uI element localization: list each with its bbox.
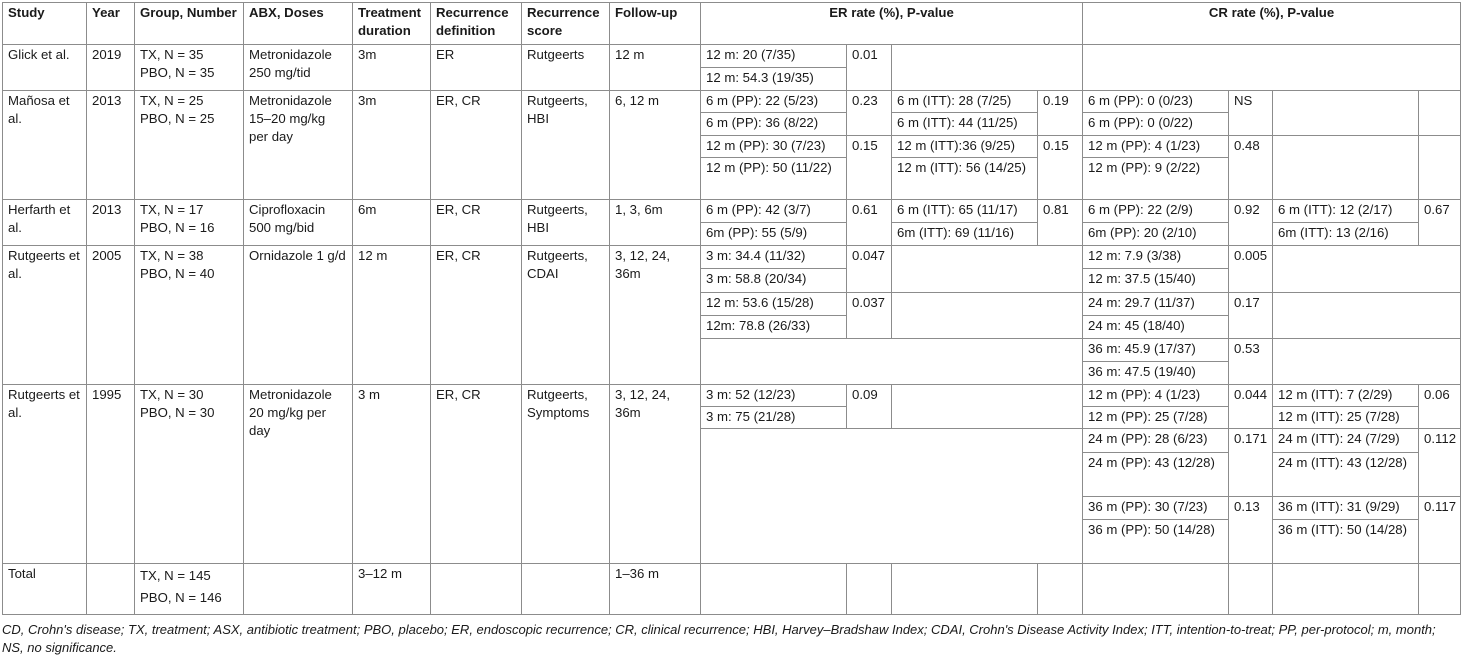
group-tx: TX, N = 35: [140, 47, 204, 62]
cell-followup: 12 m: [610, 45, 701, 91]
cell-definition: ER: [431, 45, 522, 91]
group-pbo: PBO, N = 25: [140, 111, 215, 127]
cell-p-value: 0.61: [847, 199, 892, 245]
cell-value: 3 m: 75 (21/28): [701, 407, 847, 429]
cell-value: 6m (ITT): 69 (11/16): [892, 223, 1038, 246]
header-followup: Follow-up: [610, 3, 701, 45]
cell-empty: [847, 564, 892, 615]
cell-value: 24 m: 45 (18/40): [1083, 315, 1229, 338]
cell-group: [135, 246, 244, 385]
cell-p-value: 0.15: [847, 135, 892, 199]
header-definition: Recurrence definition: [431, 3, 522, 45]
cell-p-value: 0.15: [1038, 135, 1083, 199]
cell-year: 2019: [87, 45, 135, 91]
header-year: Year: [87, 3, 135, 45]
group-tx: TX, N = 30: [140, 387, 204, 403]
cell-value: 36 m (PP): 30 (7/23): [1083, 496, 1229, 519]
group-tx: TX, N = 145: [140, 568, 211, 584]
cell-empty: [1083, 564, 1229, 615]
cell-p-value: 0.044: [1229, 385, 1273, 429]
group-pbo: PBO, N = 35: [140, 65, 215, 80]
cell-p-value: 0.06: [1419, 385, 1461, 429]
cell-empty: [1273, 564, 1419, 615]
cell-empty: [1038, 564, 1083, 615]
cell-p-value: 0.17: [1229, 292, 1273, 338]
cell-value: 6 m (PP): 42 (3/7): [701, 199, 847, 222]
cell-p-value: 0.117: [1419, 496, 1461, 563]
cell-p-value: 0.13: [1229, 496, 1273, 563]
cell-value: 36 m (PP): 50 (14/28): [1083, 520, 1229, 564]
group-pbo: PBO, N = 146: [140, 590, 222, 606]
cell-duration: 3–12 m: [353, 564, 431, 615]
cell-score: Rutgeerts, HBI: [522, 91, 610, 200]
total-row: [3, 564, 1461, 615]
cell-empty: [1083, 45, 1461, 91]
table-row: [3, 45, 1461, 68]
cell-value: 6 m (ITT): 44 (11/25): [892, 113, 1038, 135]
cell-value: 12 m (PP): 30 (7/23): [701, 135, 847, 157]
group-pbo: PBO, N = 30: [140, 405, 215, 421]
cell-p-value: 0.171: [1229, 429, 1273, 496]
cell-value: 36 m: 47.5 (19/40): [1083, 362, 1229, 385]
cell-followup: 1, 3, 6m: [610, 199, 701, 245]
cell-score: Rutgeerts: [522, 45, 610, 91]
cell-value: 12 m: 7.9 (3/38): [1083, 246, 1229, 269]
cell-value: 12 m: 53.6 (15/28): [701, 292, 847, 315]
cell-study: Total: [3, 564, 87, 615]
cell-value: 6 m (PP): 0 (0/22): [1083, 113, 1229, 135]
cell-p-value: 0.047: [847, 246, 892, 292]
cell-followup: 1–36 m: [610, 564, 701, 615]
cell-abx: Metronidazole 20 mg/kg per day: [244, 385, 353, 564]
cell-value: 36 m: 45.9 (17/37): [1083, 338, 1229, 361]
table-row: [3, 246, 1461, 269]
cell-value: 12 m (ITT): 7 (2/29): [1273, 385, 1419, 407]
cell-value: 12 m (PP): 4 (1/23): [1083, 135, 1229, 157]
cell-p-value: 0.81: [1038, 199, 1083, 245]
group-pbo: PBO, N = 16: [140, 219, 215, 235]
cell-value: 12 m: 54.3 (19/35): [701, 68, 847, 91]
cell-p-value: 0.19: [1038, 91, 1083, 135]
header-row: [3, 3, 1461, 45]
cell-p-value: NS: [1229, 91, 1273, 135]
cell-value: 6 m (PP): 22 (5/23): [701, 91, 847, 113]
cell-value: 36 m (ITT): 31 (9/29): [1273, 496, 1419, 519]
cell-empty: [1273, 246, 1461, 292]
cell-p-value: 0.92: [1229, 199, 1273, 245]
cell-value: 12 m (PP): 50 (11/22): [701, 157, 847, 199]
cell-definition: ER, CR: [431, 385, 522, 564]
cell-duration: 3m: [353, 45, 431, 91]
cell-p-value: 0.037: [847, 292, 892, 338]
cell-definition: ER, CR: [431, 199, 522, 245]
cell-study: Rutgeerts et al.: [3, 385, 87, 564]
cell-p-value: 0.005: [1229, 246, 1273, 292]
cell-value: 6 m (ITT): 65 (11/17): [892, 199, 1038, 222]
cell-abx: Metronidazole 250 mg/tid: [244, 45, 353, 91]
cell-value: 24 m (ITT): 24 (7/29): [1273, 429, 1419, 452]
header-cr-rate: CR rate (%), P-value: [1083, 3, 1461, 45]
cell-duration: 6m: [353, 199, 431, 245]
cell-value: 24 m: 29.7 (11/37): [1083, 292, 1229, 315]
cell-year: 2013: [87, 199, 135, 245]
header-abx: ABX, Doses: [244, 3, 353, 45]
cell-value: 6m (ITT): 13 (2/16): [1273, 223, 1419, 246]
cell-empty: [701, 564, 847, 615]
cell-group: [135, 45, 244, 91]
table-row: [3, 385, 1461, 407]
cell-value: 36 m (ITT): 50 (14/28): [1273, 520, 1419, 564]
antibiotic-trials-table: [2, 2, 1461, 615]
cell-definition: ER, CR: [431, 246, 522, 385]
cell-p-value: 0.48: [1229, 135, 1273, 199]
cell-value: 6 m (ITT): 12 (2/17): [1273, 199, 1419, 222]
cell-duration: 3 m: [353, 385, 431, 564]
cell-abx: Metronidazole 15–20 mg/kg per day: [244, 91, 353, 200]
header-duration: Treatment duration: [353, 3, 431, 45]
cell-followup: 6, 12 m: [610, 91, 701, 200]
cell-value: 6 m (PP): 0 (0/23): [1083, 91, 1229, 113]
cell-empty: [87, 564, 135, 615]
header-score: Recurrence score: [522, 3, 610, 45]
cell-definition: ER, CR: [431, 91, 522, 200]
table-row: [3, 199, 1461, 222]
cell-score: Rutgeerts, Symptoms: [522, 385, 610, 564]
header-study: Study: [3, 3, 87, 45]
cell-group: [135, 199, 244, 245]
cell-empty: [1419, 564, 1461, 615]
cell-value: 6 m (PP): 22 (2/9): [1083, 199, 1229, 222]
cell-value: 6m (PP): 20 (2/10): [1083, 223, 1229, 246]
cell-score: Rutgeerts, HBI: [522, 199, 610, 245]
cell-value: 24 m (ITT): 43 (12/28): [1273, 452, 1419, 496]
cell-value: 24 m (PP): 28 (6/23): [1083, 429, 1229, 452]
cell-abx: Ornidazole 1 g/d: [244, 246, 353, 385]
table-row: [3, 91, 1461, 113]
cell-study: Rutgeerts et al.: [3, 246, 87, 385]
cell-value: 6 m (PP): 36 (8/22): [701, 113, 847, 135]
cell-p-value: 0.01: [847, 45, 892, 91]
cell-followup: 3, 12, 24, 36m: [610, 246, 701, 385]
cell-value: 12 m: 20 (7/35): [701, 45, 847, 68]
cell-p-value: 0.112: [1419, 429, 1461, 496]
cell-abx: Ciprofloxacin 500 mg/bid: [244, 199, 353, 245]
group-pbo: PBO, N = 40: [140, 266, 215, 282]
cell-value: 3 m: 58.8 (20/34): [701, 269, 847, 292]
cell-year: 2013: [87, 91, 135, 200]
cell-value: 6 m (ITT): 28 (7/25): [892, 91, 1038, 113]
cell-empty: [892, 45, 1083, 91]
cell-empty: [522, 564, 610, 615]
cell-value: 12m: 78.8 (26/33): [701, 315, 847, 338]
cell-value: 12 m (ITT): 56 (14/25): [892, 157, 1038, 199]
cell-value: 12 m (PP): 9 (2/22): [1083, 157, 1229, 199]
cell-group: [135, 564, 244, 615]
cell-p-value: 0.67: [1419, 199, 1461, 245]
cell-value: 24 m (PP): 43 (12/28): [1083, 452, 1229, 496]
header-er-rate: ER rate (%), P-value: [701, 3, 1083, 45]
cell-value: 3 m: 34.4 (11/32): [701, 246, 847, 269]
cell-year: 2005: [87, 246, 135, 385]
cell-empty: [1273, 91, 1419, 135]
cell-p-value: 0.53: [1229, 338, 1273, 384]
cell-empty: [1419, 135, 1461, 199]
cell-empty: [244, 564, 353, 615]
group-tx: TX, N = 25: [140, 93, 204, 109]
cell-duration: 12 m: [353, 246, 431, 385]
cell-duration: 3m: [353, 91, 431, 200]
cell-empty: [892, 292, 1083, 338]
cell-value: 6m (PP): 55 (5/9): [701, 223, 847, 246]
cell-value: 12 m: 37.5 (15/40): [1083, 269, 1229, 292]
cell-empty: [1419, 91, 1461, 135]
cell-study: Mañosa et al.: [3, 91, 87, 200]
cell-year: 1995: [87, 385, 135, 564]
cell-empty: [892, 385, 1083, 429]
cell-value: 12 m (ITT):36 (9/25): [892, 135, 1038, 157]
cell-value: 3 m: 52 (12/23): [701, 385, 847, 407]
group-tx: TX, N = 38: [140, 248, 204, 264]
cell-empty: [1273, 135, 1419, 199]
cell-empty: [1229, 564, 1273, 615]
cell-empty: [701, 338, 1083, 384]
cell-empty: [892, 246, 1083, 292]
cell-study: Glick et al.: [3, 45, 87, 91]
group-tx: TX, N = 17: [140, 201, 204, 217]
cell-group: [135, 385, 244, 564]
cell-followup: 3, 12, 24, 36m: [610, 385, 701, 564]
cell-score: Rutgeerts, CDAI: [522, 246, 610, 385]
table-footnote: CD, Crohn's disease; TX, treatment; ASX, antibiotic treatment; PBO, placebo; ER, endoscopic recurrence; CR, clinical recurrence; HBI, Harvey–Bradshaw Index; CDAI, Crohn's Disease Activity Index; ITT, intention-to-treat; PP, per-protocol; m, month; NS, no significance.: [2, 622, 1436, 655]
cell-group: [135, 91, 244, 200]
cell-value: 12 m (PP): 25 (7/28): [1083, 407, 1229, 429]
header-group: Group, Number: [135, 3, 244, 45]
cell-p-value: 0.09: [847, 385, 892, 429]
cell-p-value: 0.23: [847, 91, 892, 135]
cell-empty: [892, 564, 1038, 615]
cell-value: 12 m (PP): 4 (1/23): [1083, 385, 1229, 407]
cell-study: Herfarth et al.: [3, 199, 87, 245]
cell-empty: [1273, 292, 1461, 338]
cell-value: 12 m (ITT): 25 (7/28): [1273, 407, 1419, 429]
cell-empty: [1273, 338, 1461, 384]
cell-empty: [701, 429, 1083, 564]
cell-empty: [431, 564, 522, 615]
